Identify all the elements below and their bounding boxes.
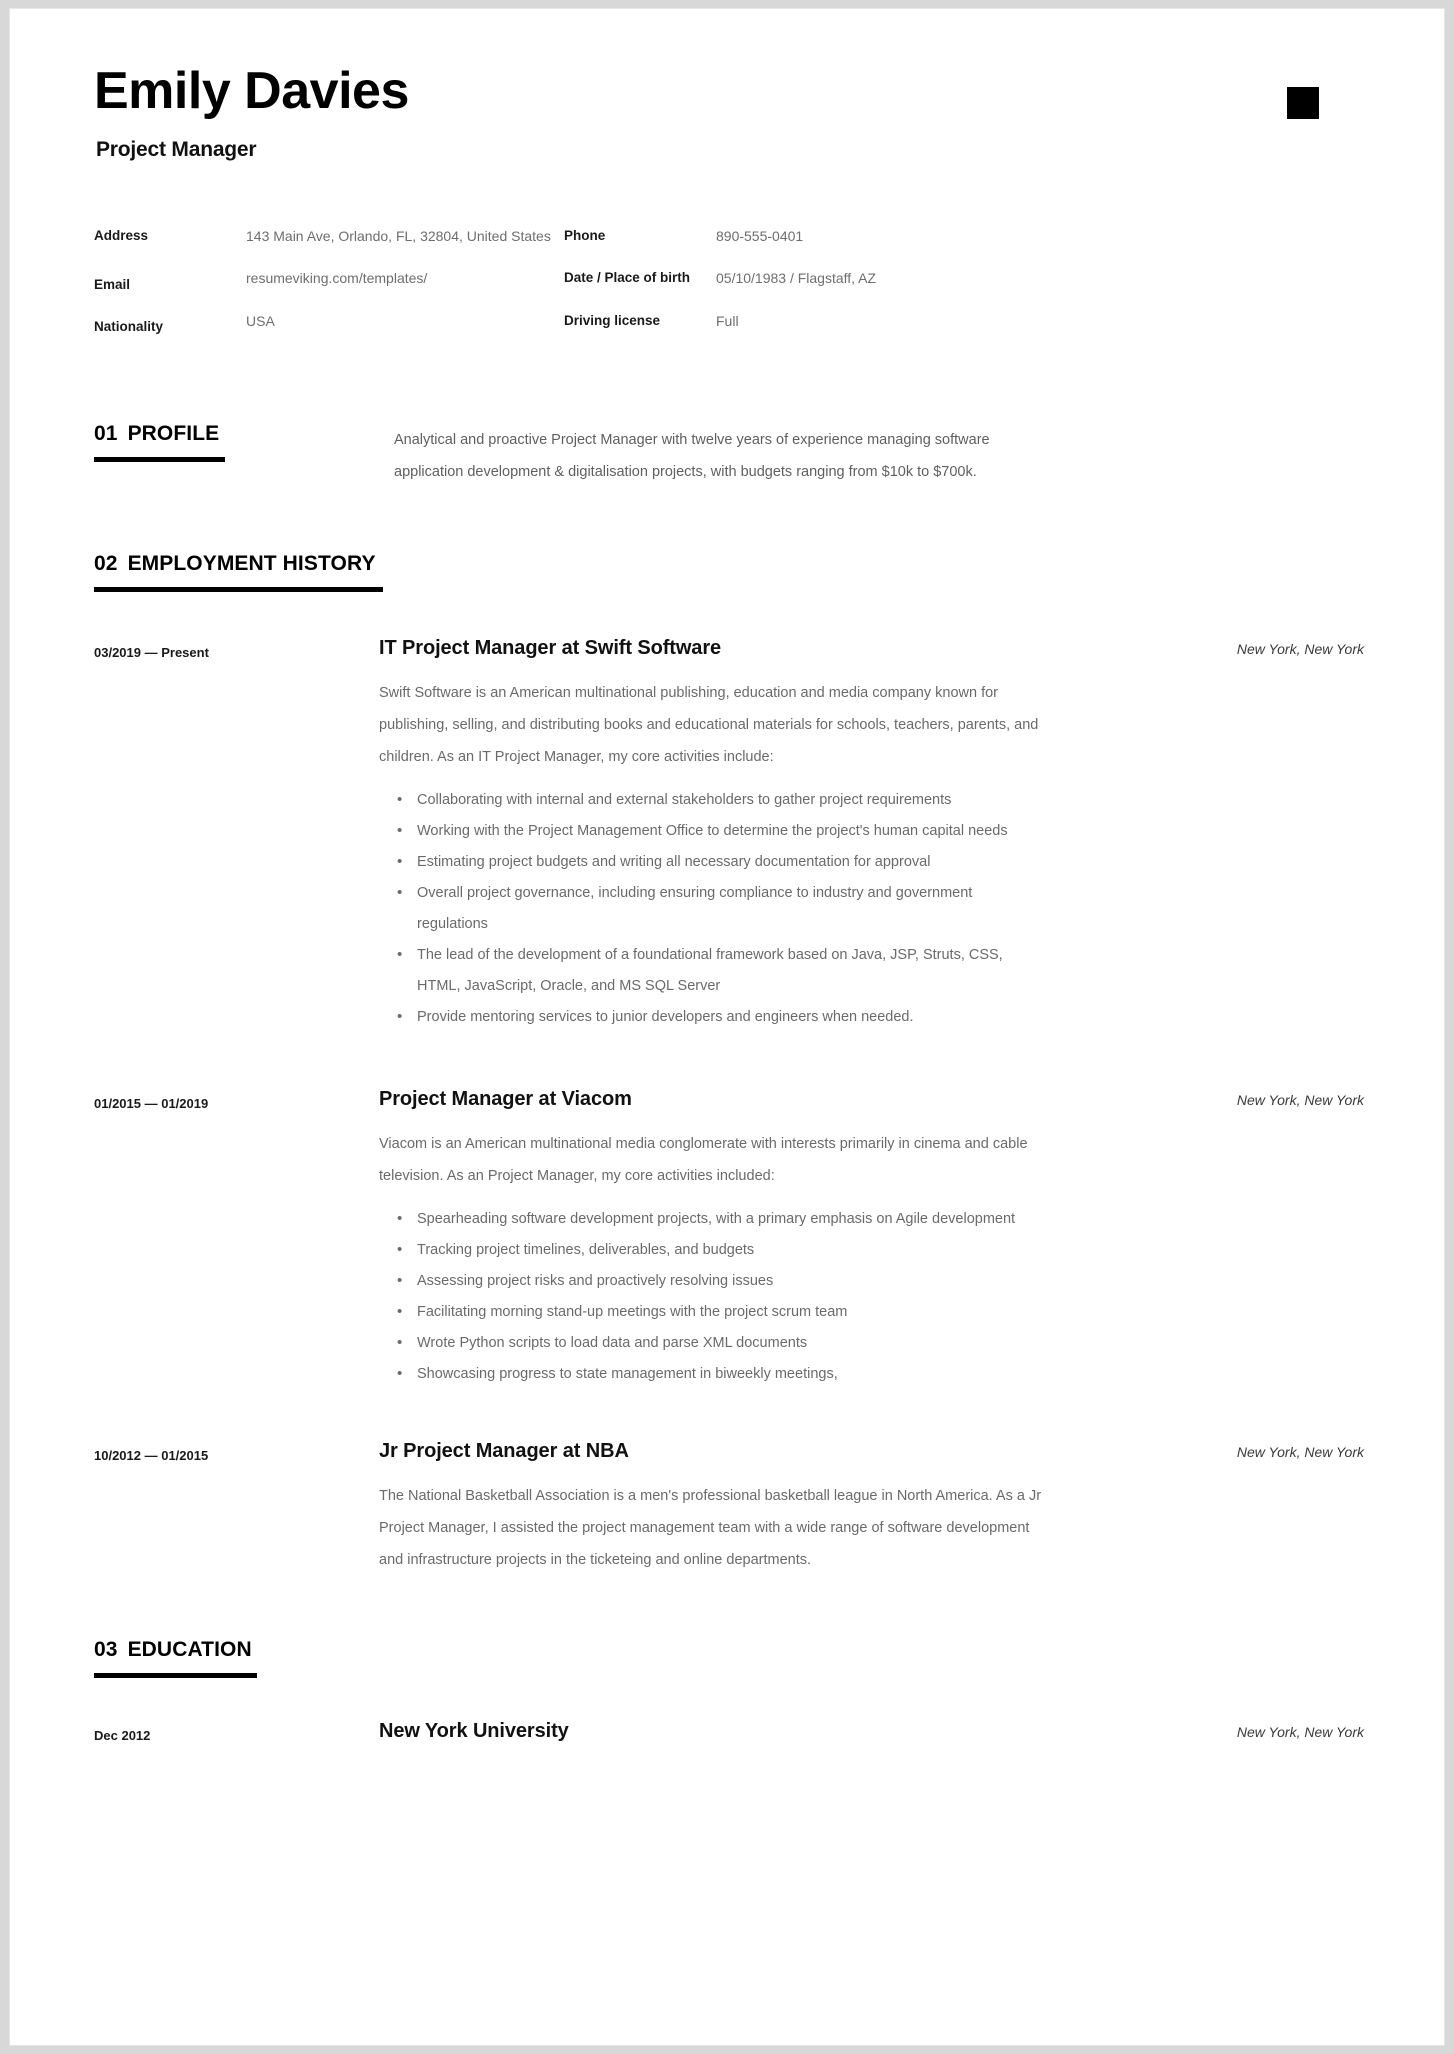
- education-entry: [94, 1720, 1364, 1743]
- section-education: [94, 1638, 1364, 1743]
- entry-date: 10/2012 — 01/2015: [94, 1447, 209, 1463]
- employment-entry: [94, 1440, 1364, 1576]
- section-education-number: 03: [94, 1637, 118, 1661]
- section-profile-rule: [94, 457, 225, 462]
- list-item: • Tracking project timelines, deliverables, and budgets: [379, 1235, 1044, 1266]
- entry-location: New York, New York: [1236, 1443, 1364, 1460]
- contact-value-phone: 890-555-0401: [716, 227, 804, 244]
- contact-label-address: Address: [94, 227, 149, 243]
- employment-entry: [94, 1088, 1364, 1390]
- contact-label-email: Email: [94, 276, 131, 292]
- entry-main: [379, 1440, 1364, 1576]
- page-title: Emily Davies: [94, 62, 409, 120]
- resume-page: [9, 8, 1445, 2046]
- list-item: • Collaborating with internal and external stakeholders to gather project requirements: [379, 785, 1044, 816]
- list-item: • Facilitating morning stand-up meetings with the project scrum team: [379, 1297, 1044, 1328]
- list-item: • The lead of the development of a foundational framework based on Java, JSP, Struts, CSS, HTML, JavaScript, Oracle, and MS SQL Server: [379, 940, 1044, 1002]
- section-employment-title: EMPLOYMENT HISTORY: [127, 551, 376, 575]
- section-profile-number: 01: [94, 421, 118, 445]
- photo-placeholder-icon: [1287, 87, 1319, 119]
- section-profile-title: PROFILE: [127, 421, 220, 445]
- entry-location: New York, New York: [1236, 640, 1364, 657]
- list-item: • Estimating project budgets and writing all necessary documentation for approval: [379, 847, 1044, 878]
- contact-column-left: [94, 224, 564, 358]
- entry-date: Dec 2012: [94, 1727, 151, 1743]
- entry-title: New York University: [379, 1719, 569, 1742]
- entry-bullet-list: [379, 785, 1044, 1033]
- contact-values-right: [716, 224, 1034, 358]
- contact-details: [94, 224, 1364, 358]
- list-item: • Wrote Python scripts to load data and parse XML documents: [379, 1328, 1044, 1359]
- resume-content: [94, 9, 1364, 1743]
- contact-values-left: [246, 224, 564, 358]
- contact-label-dob: Date / Place of birth: [564, 270, 691, 286]
- contact-value-dob: 05/10/1983 / Flagstaff, AZ: [716, 270, 877, 287]
- entry-bullet-list: [379, 1204, 1044, 1390]
- resume-header: [94, 9, 1364, 162]
- list-item: • Overall project governance, including ensuring compliance to industry and government regulations: [379, 878, 1044, 940]
- entry-main: [379, 637, 1364, 1033]
- entry-description: Swift Software is an American multinational publishing, education and media company known for publishing, selling, and distributing books and educational materials for schools, teachers, parents, and children. As an IT Project Manager, my core activities include:: [379, 684, 1039, 765]
- entry-title: Project Manager at Viacom: [379, 1087, 632, 1110]
- contact-value-driving-license: Full: [716, 312, 739, 329]
- entry-description: The National Basketball Association is a men's professional basketball league in North America. As a Jr Project Manager, I assisted the project management team with a wide range of software development and infrastructure projects in the ticketeing and online departments.: [379, 1487, 1042, 1568]
- section-employment: [94, 552, 1364, 1576]
- contact-label-nationality: Nationality: [94, 319, 164, 335]
- section-education-heading: [94, 1638, 394, 1678]
- contact-label-phone: Phone: [564, 227, 606, 243]
- entry-main: [379, 1720, 1364, 1743]
- contact-label-driving-license: Driving license: [564, 312, 661, 328]
- header-job-title: Project Manager: [96, 137, 257, 161]
- section-education-rule: [94, 1673, 257, 1678]
- entry-description: Viacom is an American multinational media conglomerate with interests primarily in cinema and cable television. As an Project Manager, my core activities included:: [379, 1135, 1028, 1184]
- contact-labels-left: [94, 224, 246, 358]
- entry-title: Jr Project Manager at NBA: [379, 1439, 629, 1462]
- list-item: • Assessing project risks and proactively resolving issues: [379, 1266, 1044, 1297]
- list-item: • Showcasing progress to state management in biweekly meetings,: [379, 1359, 1044, 1390]
- entry-date: 03/2019 — Present: [94, 644, 209, 660]
- section-profile-heading: [94, 422, 394, 462]
- contact-column-right: [564, 224, 1034, 358]
- entry-main: [379, 1088, 1364, 1390]
- list-item: • Provide mentoring services to junior developers and engineers when needed.: [379, 1002, 1044, 1033]
- entry-title: IT Project Manager at Swift Software: [379, 636, 722, 659]
- list-item: • Spearheading software development projects, with a primary emphasis on Agile development: [379, 1204, 1044, 1235]
- section-employment-rule: [94, 587, 383, 592]
- contact-labels-right: [564, 224, 716, 358]
- contact-value-address: 143 Main Ave, Orlando, FL, 32804, United States: [246, 227, 551, 244]
- section-education-title: EDUCATION: [127, 1637, 252, 1661]
- profile-summary-text: Analytical and proactive Project Manager with twelve years of experience managing software application development & digitalisation projects, with budgets ranging from $10k to $700k.: [394, 431, 990, 480]
- entry-location: New York, New York: [1236, 1091, 1364, 1108]
- entry-date: 01/2015 — 01/2019: [94, 1095, 209, 1111]
- section-profile-body: [394, 422, 1364, 488]
- list-item: • Working with the Project Management Office to determine the project's human capital needs: [379, 816, 1044, 847]
- section-employment-number: 02: [94, 551, 118, 575]
- employment-entry: [94, 637, 1364, 1033]
- section-employment-heading: [94, 552, 394, 592]
- contact-value-nationality: USA: [246, 312, 275, 329]
- contact-value-email[interactable]: resumeviking.com/templates/: [246, 270, 428, 287]
- entry-location: New York, New York: [1236, 1723, 1364, 1740]
- section-profile: [94, 422, 1364, 488]
